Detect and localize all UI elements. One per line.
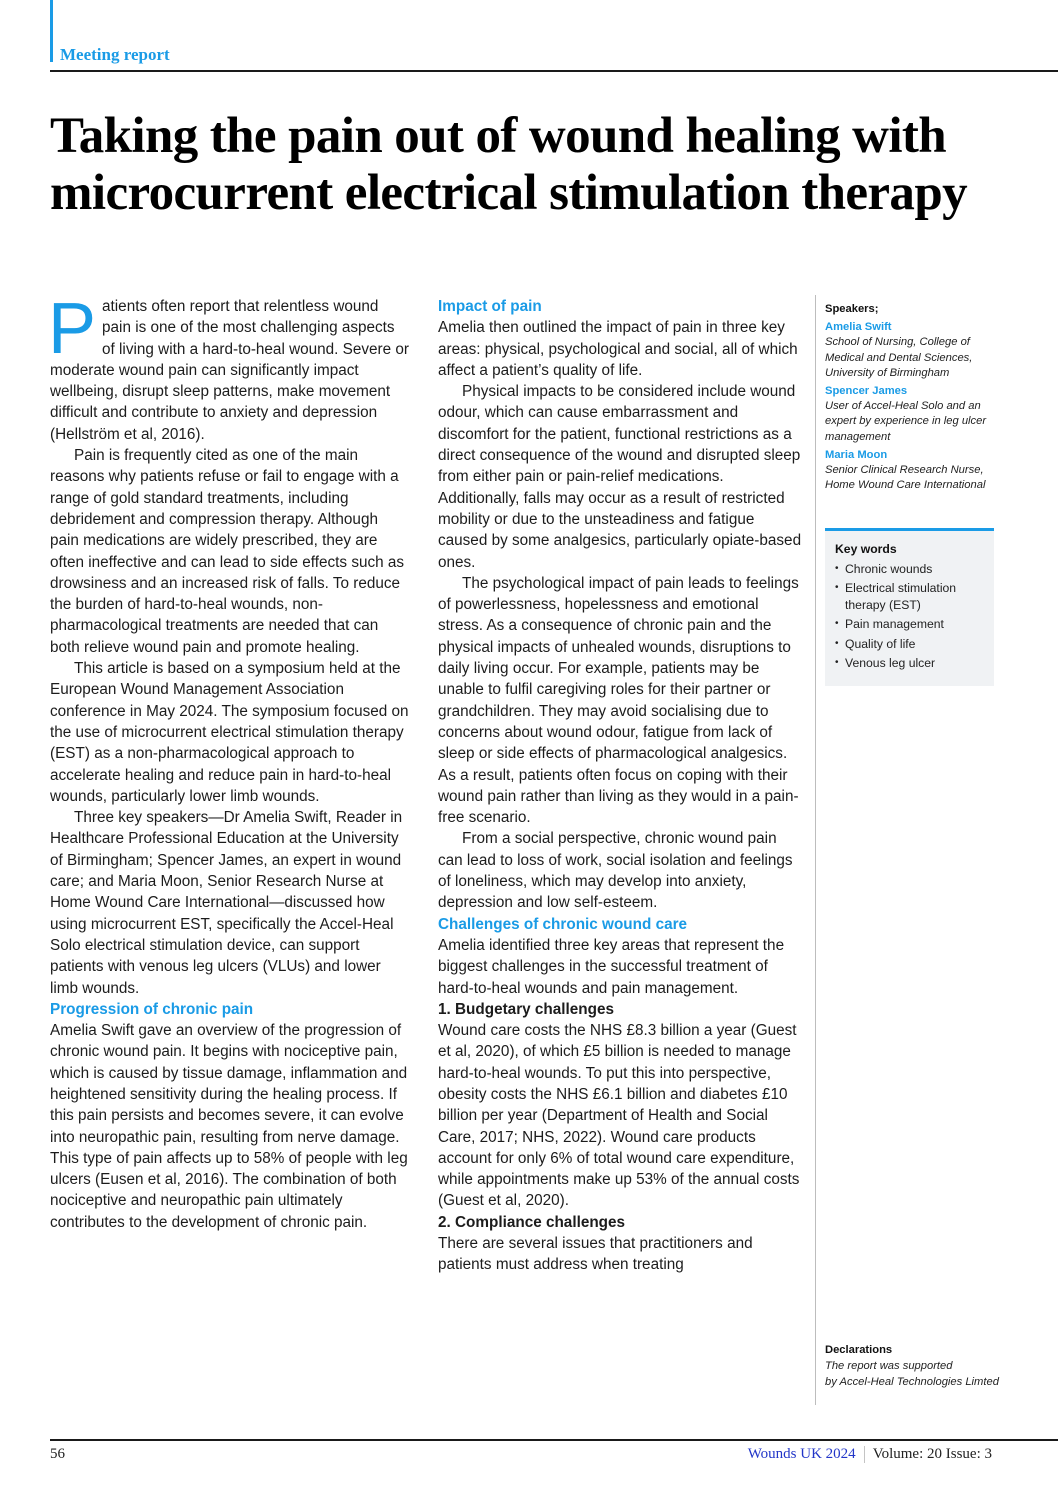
declarations-label: Declarations <box>825 1344 893 1356</box>
article-title: Taking the pain out of wound healing with microcurrent electrical stimulation therapy <box>50 108 967 221</box>
keywords-list <box>835 561 994 672</box>
declarations-text: by Accel-Heal Technologies Limted <box>825 1376 999 1388</box>
subheading-impact: Impact of pain <box>438 298 542 315</box>
speakers-panel <box>825 302 1000 493</box>
speaker-entry <box>825 448 1000 494</box>
page-number: 56 <box>50 1446 65 1462</box>
middle-column <box>438 296 802 1276</box>
speakers-label: Speakers; <box>825 303 879 315</box>
body-paragraph: Amelia then outlined the impact of pain in three key areas: physical, psychological and social, all of which affect a patient’s quality of life. <box>438 319 798 379</box>
journal-name: Wounds UK 2024 <box>747 1446 856 1462</box>
body-paragraph: Wound care costs the NHS £8.3 billion a year (Guest et al, 2020), of which £5 billion is needed to manage hard-to-heal wounds. To put this into perspective, obesity costs the NHS £6.1 billion and diabetes £10 billion per year (Department of Health and Social Care, 2017; NHS, 2022). Wound care products account for only 6% of total wound care expenditure, while appointments make up 53% of the annual costs (Guest et al, 2020). <box>438 1022 800 1210</box>
body-paragraph: Pain is frequently cited as one of the main reasons why patients refuse or fail to engage with a range of gold standard treatments, including debridement and compression therapy. Although pain medications are widely prescribed, they are often ineffective and can lead to side effects such as drowsiness and an increased risk of falls. To reduce the burden of hard-to-heal wounds, non-pharmacological treatments are needed that can both relieve wound pain and promote healing. <box>50 447 405 656</box>
footer-rule <box>50 1439 1058 1441</box>
subheading-budgetary: 1. Budgetary challenges <box>438 1000 614 1018</box>
body-paragraph: There are several issues that practitioners and patients must address when treating <box>438 1235 753 1274</box>
footer-citation <box>748 1446 992 1463</box>
header-accent-bar <box>50 0 53 62</box>
volume-issue: Volume: 20 Issue: 3 <box>872 1446 992 1462</box>
subheading-compliance: 2. Compliance challenges <box>438 1213 626 1231</box>
speaker-name: Spencer James <box>825 385 908 398</box>
declarations-text: The report was supported <box>825 1360 953 1372</box>
keyword-item: • Venous leg ulcer <box>835 655 994 672</box>
body-paragraph: Physical impacts to be considered include wound odour, which can cause embarrassment and discomfort for the patient, functional restrictions as a direct consequence of the wound and disrupted sleep from either pain or pain-relief medications. Additionally, falls may occur as a result of restricted mobility or due to the unsteadiness and fatigue caused by some analgesics, particularly opiate-based ones. <box>438 383 802 571</box>
section-label: Meeting report <box>60 45 170 64</box>
subheading-progression: Progression of chronic pain <box>50 1000 254 1018</box>
keyword-item: • Pain management <box>835 616 994 633</box>
speaker-affiliation: Senior Clinical Research Nurse, Home Wound Care International <box>825 464 986 492</box>
keywords-label: Key words <box>835 542 897 556</box>
keyword-item: • Chronic wounds <box>835 561 994 578</box>
left-column <box>48 289 410 1233</box>
column-divider <box>815 295 816 1405</box>
header-rule <box>50 70 1058 72</box>
declarations-panel <box>825 1342 1000 1390</box>
keywords-box <box>825 528 994 686</box>
footer-separator <box>864 1446 865 1463</box>
speaker-entry <box>825 384 1000 445</box>
body-paragraph: Three key speakers—Dr Amelia Swift, Reader in Healthcare Professional Education at the University of Birmingham; Spencer James, an expert in wound care; and Maria Moon, Senior Research Nurse at Home Wound Care International—discussed how using microcurrent EST, specifically the Accel-Heal Solo electrical stimulation device, can support patients with venous leg ulcers (VLUs) and lower limb wounds. <box>50 809 403 997</box>
body-paragraph: Amelia identified three key areas that represent the biggest challenges in the successful treatment of hard-to-heal wounds and pain management. <box>438 936 785 997</box>
keyword-item: • Electrical stimulation therapy (EST) <box>835 580 994 613</box>
speaker-name: Amelia Swift <box>825 321 892 334</box>
speaker-affiliation: User of Accel-Heal Solo and an expert by experience in leg ulcer management <box>825 400 987 443</box>
body-paragraph: This article is based on a symposium held at the European Wound Management Association conference in May 2024. The symposium focused on the use of microcurrent electrical stimulation therapy (EST) as a non-pharmacological approach to accelerate healing and reduce pain in hard-to-heal wounds, particularly lower limb wounds. <box>50 660 409 805</box>
body-paragraph: From a social perspective, chronic wound pain can lead to loss of work, social isolation and feelings of loneliness, which may develop into anxiety, depression and low self-esteem. <box>438 830 793 912</box>
drop-cap: P <box>48 289 97 369</box>
body-paragraph: The psychological impact of pain leads to feelings of powerlessness, hopelessness and emotional stress. As a consequence of chronic pain and the physical impacts of unhealed wounds, disruptions to daily living occur. For example, patients may be unable to fulfil caregiving roles for their partner or grandchildren. They may avoid socialising due to concerns about wound odour, fatigue from lack of sleep or side effects of pharmacological analgesics. As a result, patients often focus on coping with their wound pain rather than living as they would in a pain-free scenario. <box>438 574 799 827</box>
speaker-name: Maria Moon <box>825 448 888 461</box>
body-paragraph: Amelia Swift gave an overview of the progression of chronic wound pain. It begins with nociceptive pain, which is caused by tissue damage, inflammation and heightened sensitivity during the healing process. If this pain persists and becomes severe, it can evolve into neuropathic pain, resulting from nerve damage. This type of pain affects up to 58% of people with leg ulcers (Eusen et al, 2016). The combination of both nociceptive and neuropathic pain ultimately contributes to the development of chronic pain. <box>50 1022 408 1231</box>
subheading-challenges: Challenges of chronic wound care <box>438 915 688 933</box>
speaker-entry <box>825 320 1000 381</box>
keyword-item: • Quality of life <box>835 636 994 653</box>
intro-paragraph: Patients often report that relentless wound pain is one of the most challenging aspects of living with a hard-to-heal wound. Severe or moderate wound pain can significantly impact wellbeing, disrupt sleep patterns, make movement difficult and contribute to anxiety and depression (Hellström et al, 2016). <box>48 289 409 443</box>
speaker-affiliation: School of Nursing, College of Medical and Dental Sciences, University of Birmingham <box>825 336 973 379</box>
